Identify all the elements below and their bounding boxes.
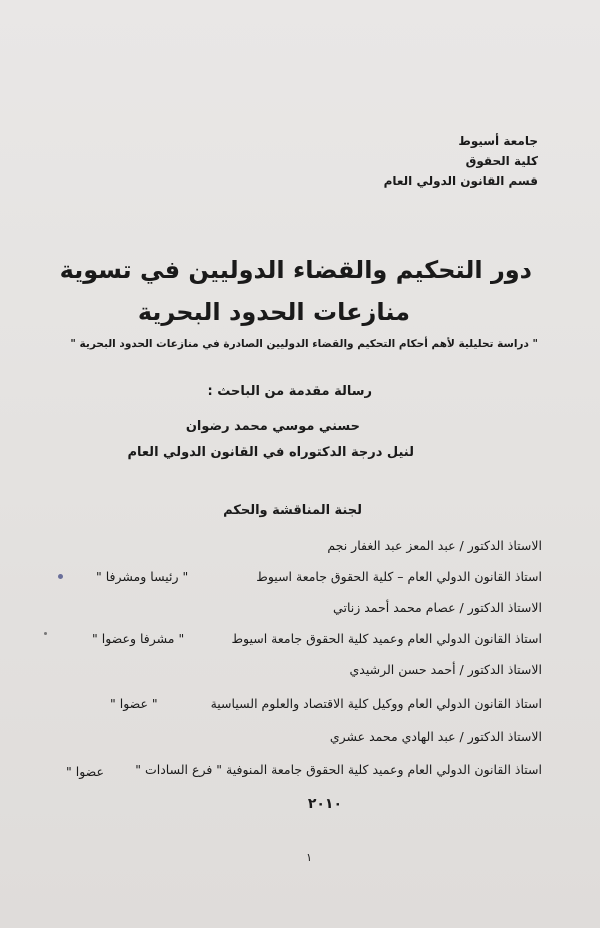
committee-member-1-name: الاستاذ الدكتور / عبد المعز عبد الغفار نجم	[327, 538, 542, 553]
degree-statement: لنيل درجة الدكتوراه في القانون الدولي العام	[127, 445, 414, 460]
committee-member-3-name: الاستاذ الدكتور / أحمد حسن الرشيدي	[349, 662, 542, 677]
presented-by-label: رسالة مقدمة من الباحث :	[207, 384, 372, 399]
committee-member-2-position: استاذ القانون الدولي العام وعميد كلية الحقوق جامعة اسيوط	[231, 631, 542, 646]
ink-speck	[58, 574, 63, 579]
committee-heading: لجنة المناقشة والحكم	[223, 503, 362, 518]
thesis-title-line-1: دور التحكيم والقضاء الدوليين في تسوية	[59, 256, 532, 284]
committee-member-4-position: استاذ القانون الدولي العام وعميد كلية الحقوق جامعة المنوفية " فرع السادات "	[135, 762, 542, 777]
committee-member-4-name: الاستاذ الدكتور / عبد الهادي محمد عشري	[329, 729, 542, 744]
committee-member-3-position: استاذ القانون الدولي العام ووكيل كلية الاقتصاد والعلوم السياسية	[210, 696, 542, 711]
thesis-title-line-2: منازعات الحدود البحرية	[137, 298, 410, 326]
department-name: قسم القانون الدولي العام	[383, 174, 538, 188]
committee-member-4-role: عضوا "	[66, 764, 104, 779]
university-name: جامعة أسيوط	[458, 134, 538, 148]
ink-speck	[44, 632, 47, 635]
thesis-subtitle: " دراسة تحليلية لأهم أحكام التحكيم والقضاء الدوليين الصادرة في منازعات الحدود البحرية "	[70, 338, 538, 350]
committee-member-3-role: " عضوا "	[110, 696, 158, 711]
researcher-name: حسني موسي محمد رضوان	[185, 419, 360, 434]
page-number: ١	[306, 851, 312, 864]
committee-member-1-position: استاذ القانون الدولي العام – كلية الحقوق جامعة اسيوط	[256, 569, 542, 584]
faculty-name: كلية الحقوق	[465, 154, 538, 168]
committee-member-2-name: الاستاذ الدكتور / عصام محمد أحمد زناتي	[333, 600, 542, 615]
committee-member-2-role: " مشرفا وعضوا "	[92, 631, 185, 646]
thesis-year: ٢٠١٠	[307, 796, 342, 812]
committee-member-1-role: " رئيسا ومشرفا "	[96, 569, 189, 584]
